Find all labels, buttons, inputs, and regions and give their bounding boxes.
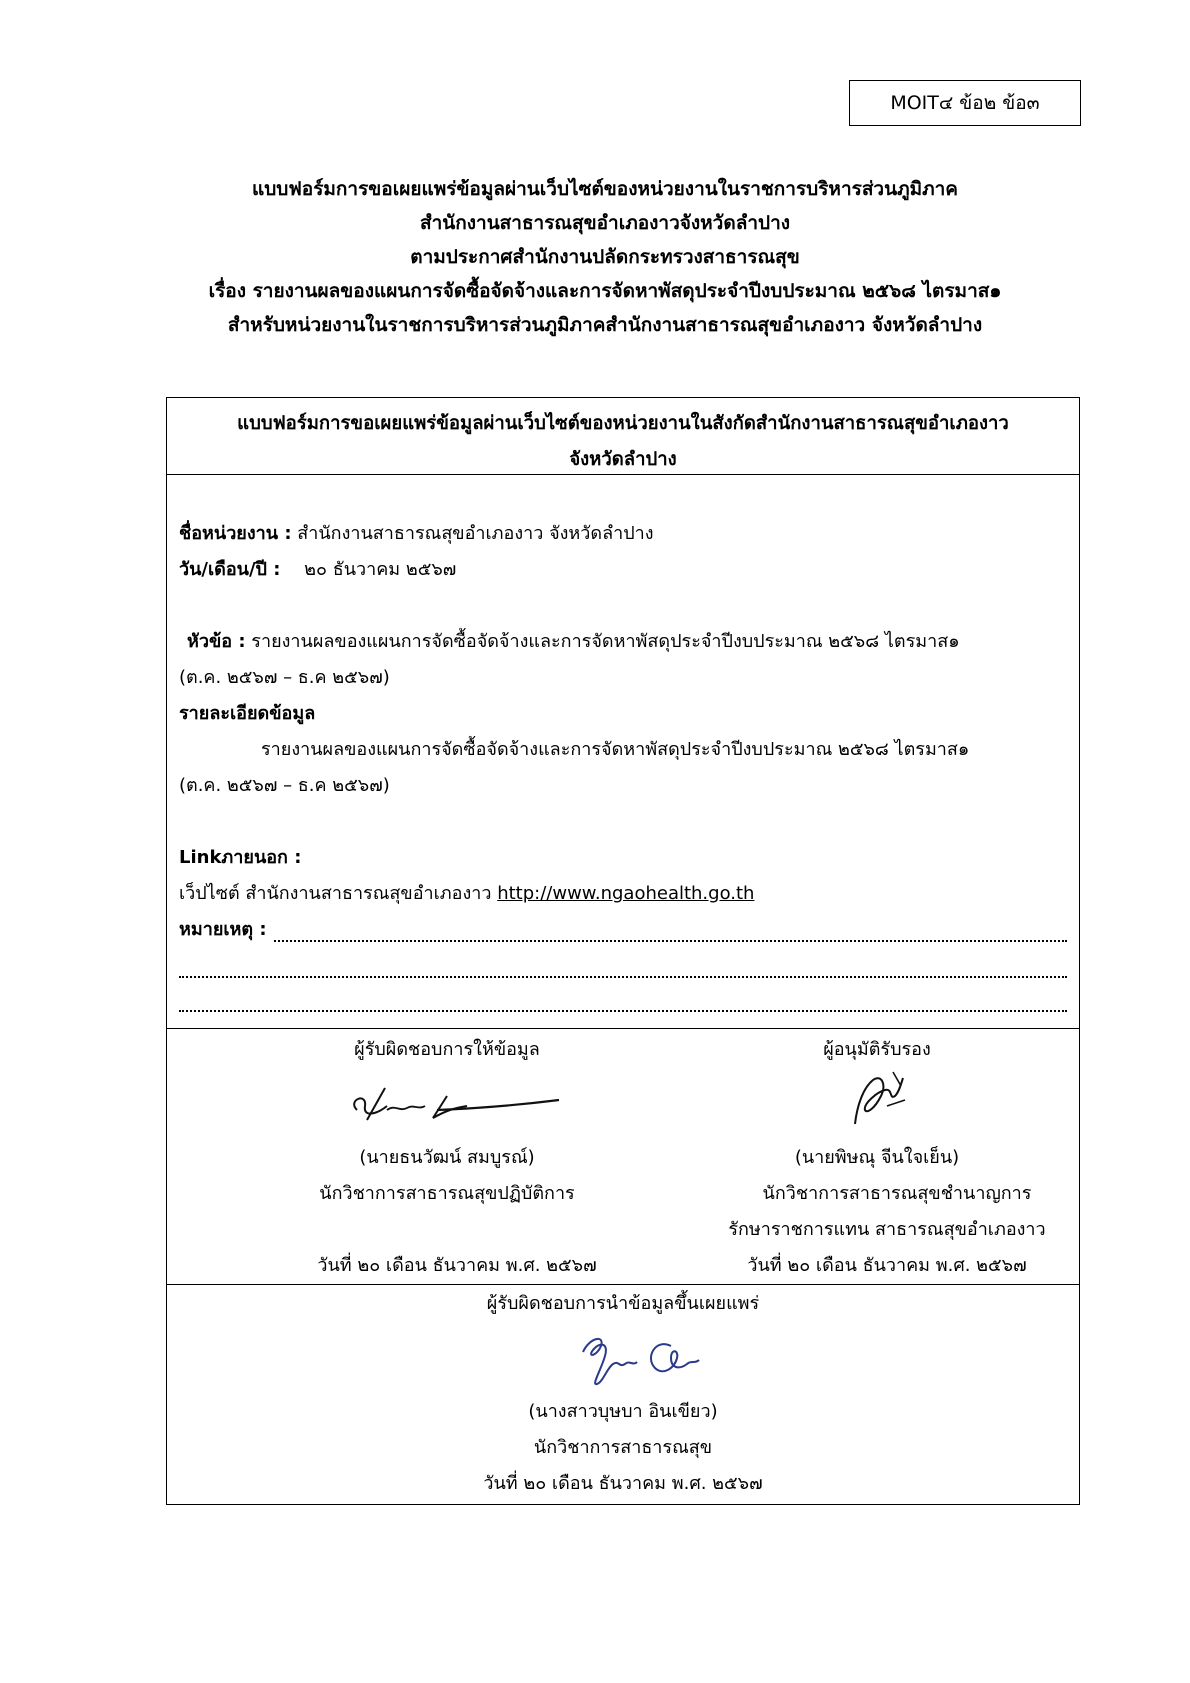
publisher-divider: [167, 1284, 1079, 1285]
approver-heading: ผู้อนุมัติรับรอง: [823, 1039, 931, 1060]
website-link[interactable]: http://www.ngaohealth.go.th: [497, 883, 755, 904]
responsible-heading: ผู้รับผิดชอบการให้ข้อมูล: [354, 1039, 540, 1060]
detail-value: รายงานผลของแผนการจัดซื้อจัดจ้างและการจัดหาพัสดุประจำปีงบประมาณ ๒๕๖๘ ไตรมาส๑: [261, 739, 970, 760]
note-label: หมายเหตุ :: [179, 919, 267, 940]
form-title: [167, 406, 1079, 478]
publisher-details: [167, 1394, 1079, 1502]
publisher-heading: ผู้รับผิดชอบการนำข้อมูลขึ้นเผยแพร่: [486, 1293, 760, 1314]
external-link-row: [179, 876, 1069, 912]
link-prefix: เว็ปไซต์ สำนักงานสาธารณสุขอำเภองาว: [179, 883, 492, 904]
publisher-signature: [575, 1328, 705, 1392]
signature-divider: [167, 1028, 1079, 1029]
approver-position: นักวิชาการสาธารณสุขชำนาญการ: [762, 1183, 1032, 1204]
document-header: [120, 172, 1090, 342]
topic-label: หัวข้อ :: [187, 631, 246, 652]
approver-date: วันที่ ๒๐ เดือน ธันวาคม พ.ศ. ๒๕๖๗: [747, 1255, 1027, 1276]
responsible-details: [257, 1140, 637, 1212]
approver-name: (นายพิษณุ จีนใจเย็น): [794, 1147, 960, 1168]
detail-period: (ต.ค. ๒๕๖๗ – ธ.ค ๒๕๖๗): [179, 775, 390, 796]
date-value: ๒๐ ธันวาคม ๒๕๖๗: [304, 559, 457, 580]
topic-value: รายงานผลของแผนการจัดซื้อจัดจ้างและการจัดหาพัสดุประจำปีงบประมาณ ๒๕๖๘ ไตรมาส๑: [251, 631, 960, 652]
publication-form: [166, 397, 1080, 1505]
topic-period: (ต.ค. ๒๕๖๗ – ธ.ค ๒๕๖๗): [179, 667, 390, 688]
agency-label: ชื่อหน่วยงาน :: [179, 523, 292, 544]
responsible-name: (นายธนวัฒน์ สมบูรณ์): [359, 1147, 535, 1168]
document-code: MOIT๔ ข้อ๒ ข้อ๓: [890, 92, 1040, 114]
agency-row: [179, 516, 1069, 552]
topic-row: [179, 624, 1069, 660]
note-dotted-line-2: [179, 976, 1067, 978]
approver-acting: รักษาราชการแทน สาธารณสุขอำเภองาว: [728, 1219, 1046, 1240]
title-divider: [167, 474, 1079, 475]
date-row: [179, 552, 1069, 588]
header-line-1: แบบฟอร์มการขอเผยแพร่ข้อมูลผ่านเว็บไซต์ของหน่วยงานในราชการบริหารส่วนภูมิภาค: [251, 178, 959, 200]
form-title-line-1: แบบฟอร์มการขอเผยแพร่ข้อมูลผ่านเว็บไซต์ของหน่วยงานในสังกัดสำนักงานสาธารณสุขอำเภองาว: [237, 413, 1009, 434]
responsible-date: วันที่ ๒๐ เดือน ธันวาคม พ.ศ. ๒๕๖๗: [317, 1255, 597, 1276]
header-line-5: สำหรับหน่วยงานในราชการบริหารส่วนภูมิภาคสำนักงานสาธารณสุขอำเภองาว จังหวัดลำปาง: [227, 314, 983, 336]
header-line-3: ตามประกาศสำนักงานปลัดกระทรวงสาธารณสุข: [410, 246, 800, 268]
external-link-label: Linkภายนอก :: [179, 847, 302, 868]
detail-label: รายละเอียดข้อมูล: [179, 703, 316, 724]
approver-details: [687, 1140, 1067, 1284]
responsible-signature: [337, 1070, 567, 1132]
agency-value: สำนักงานสาธารณสุขอำเภองาว จังหวัดลำปาง: [297, 523, 654, 544]
approver-signature: [841, 1066, 911, 1132]
note-dotted-line-1: [179, 940, 1067, 942]
publisher-position: นักวิชาการสาธารณสุข: [533, 1437, 713, 1458]
header-line-4: เรื่อง รายงานผลของแผนการจัดซื้อจัดจ้างและการจัดหาพัสดุประจำปีงบประมาณ ๒๕๖๘ ไตรมาส๑: [208, 280, 1002, 302]
publisher-name: (นางสาวบุษบา อินเขียว): [528, 1401, 718, 1422]
document-code-box: [849, 80, 1081, 126]
note-row: [179, 912, 273, 948]
responsible-section: [257, 1032, 637, 1068]
date-label: วัน/เดือน/ปี :: [179, 559, 281, 580]
responsible-position: นักวิชาการสาธารณสุขปฏิบัติการ: [319, 1183, 575, 1204]
publisher-date: วันที่ ๒๐ เดือน ธันวาคม พ.ศ. ๒๕๖๗: [483, 1473, 763, 1494]
header-line-2: สำนักงานสาธารณสุขอำเภองาวจังหวัดลำปาง: [419, 212, 791, 234]
note-dotted-line-3: [179, 1010, 1067, 1012]
form-title-line-2: จังหวัดลำปาง: [569, 449, 677, 470]
